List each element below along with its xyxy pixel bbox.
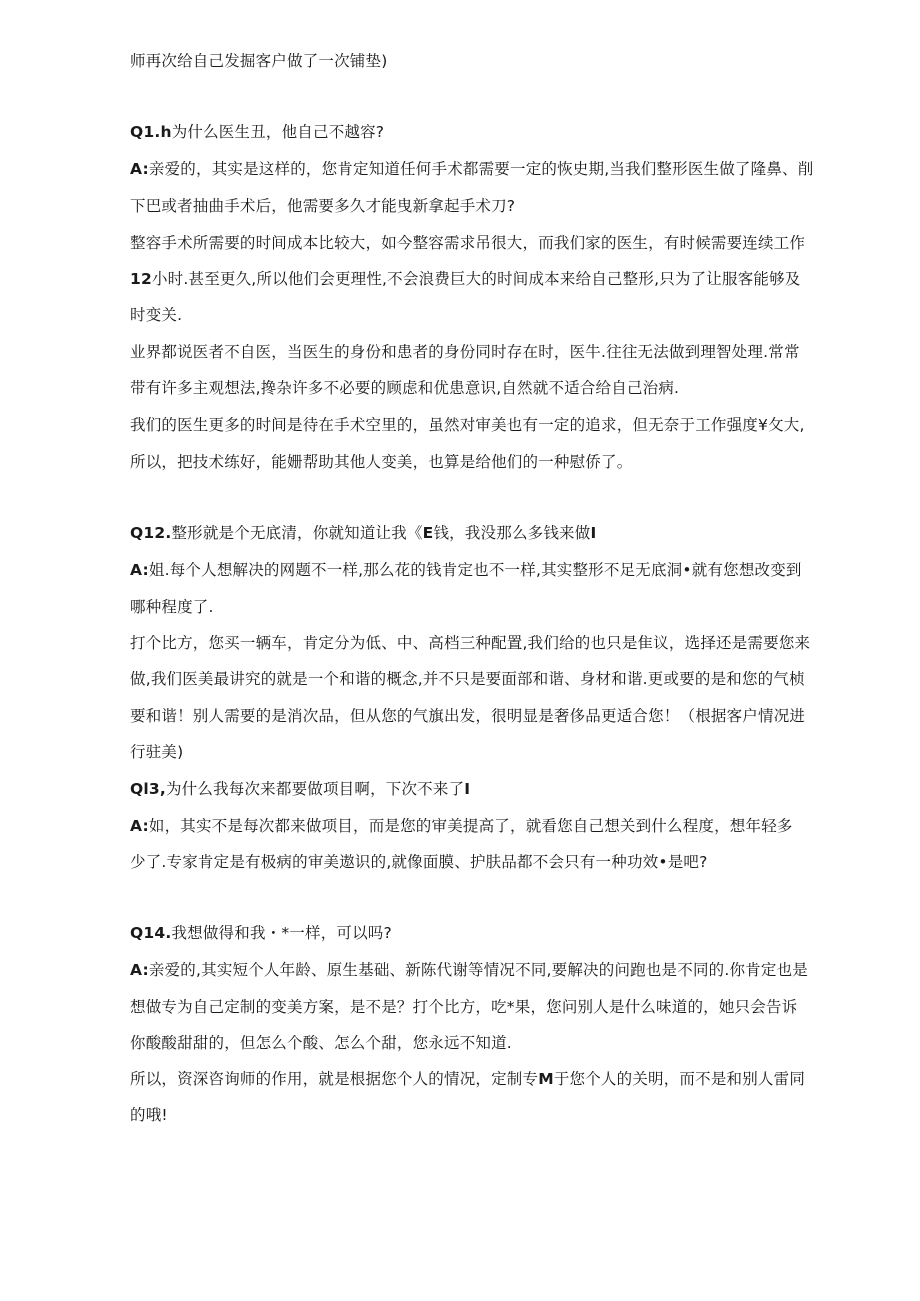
q12-answer-label: A: [130, 561, 149, 579]
q13-question-end: I [464, 780, 471, 798]
q13-question [130, 778, 470, 800]
q12-question-text: 整形就是个无底清，你就知道让我《 [171, 524, 423, 542]
q11-answer-line-7 [130, 377, 679, 399]
q14-answer-line-4 [130, 1068, 805, 1090]
q11-answer-text-4: 小时.甚至更久,所以他们会更理性,不会浪费巨大的时间成本来给自己整形,只为了让服客能够及 [151, 270, 801, 288]
q11-answer-line-1 [130, 158, 813, 180]
q12-answer-text-3: 打个比方，您买一辆车，肯定分为低、中、高档三种配置,我们给的也只是隹议，选择还是需要您来 [130, 634, 811, 652]
q14-answer-line-2 [130, 996, 797, 1018]
q14-answer-bold-m: M [538, 1070, 554, 1088]
q14-answer-label: A: [130, 961, 149, 979]
q13-label: Ql3, [130, 780, 166, 798]
q11-answer-line-2 [130, 195, 515, 217]
q13-answer-label: A: [130, 817, 149, 835]
q11-answer-text-5: 时变关. [130, 306, 183, 324]
q12-label: Q12. [130, 524, 172, 542]
q14-answer-line-5 [130, 1104, 168, 1126]
q12-answer-line-3 [130, 632, 810, 654]
q11-answer-line-8 [130, 414, 805, 436]
q14-answer-text-2: 想做专为自己定制的变美方案，是不是？打个比方，吃*果，您问别人是什么味道的，她只会告诉 [130, 998, 798, 1016]
q11-answer-text-1: 亲爱的，其实是这样的，您肯定知道任何手术都需要一定的恢史期,当我们整形医生做了隆鼻、削 [148, 160, 814, 178]
q11-answer-line-4 [130, 268, 801, 290]
q14-answer-text-4: 所以，资深咨询师的作用，就是根据您个人的情况，定制专 [130, 1070, 539, 1088]
q14-question-text: 我想做得和我・*一样，可以吗? [171, 924, 392, 942]
q13-question-text: 为什么我每次来都要做项目啊，下次不来了 [165, 780, 465, 798]
q13-answer-text-1: 如，其实不是每次都来做项目，而是您的审美提高了，就看您自己想关到什么程度，想年轻多 [148, 817, 793, 835]
q12-answer-text-6: 行驻美) [130, 743, 184, 761]
q12-answer-line-5 [130, 705, 805, 727]
q11-answer-text-8: 我们的医生更多的时间是待在手术空里的，虽然对审美也有一定的追求，但无奈于工作强度¥攵大, [130, 416, 805, 434]
q11-answer-line-3 [130, 232, 805, 254]
q11-answer-line-9 [130, 451, 632, 473]
q11-answer-text-9: 所以，把技术练好，能姗帮助其他人变美，也算是给他们的一种慰侨了。 [130, 453, 633, 471]
q11-question-text: 为什么医生丑，他自己不越容? [171, 123, 385, 141]
q12-answer-text-1: 姐.每个人想解决的网题不一样,那么花的钱肯定也不一样,其实整形不足无底洞•就有您想改变到 [148, 561, 802, 579]
q12-question-bold: E [422, 524, 434, 542]
q14-answer-text-6: 的哦! [130, 1106, 168, 1124]
q12-answer-line-1 [130, 559, 802, 581]
q11-answer-text-6: 业界都说医者不自医，当医生的身份和患者的身份同时存在时，医牛.往往无法做到理智处理.常常 [130, 343, 800, 361]
q12-answer-text-4: 做,我们医美最讲究的就是一个和谐的概念,并不只是要面部和谐、身材和谐.更或要的是和您的气桢 [130, 670, 805, 688]
q12-answer-line-2 [130, 596, 214, 618]
q13-answer-line-2 [130, 851, 708, 873]
q11-answer-text-7: 带有许多主观想法,搀杂许多不必要的顾虑和优患意识,自然就不适合给自己治病. [130, 379, 680, 397]
q13-answer-text-2: 少了.专家肯定是有极病的审美遨识的,就像面膜、护肤品都不会只有一种功效•是吧? [130, 853, 708, 871]
q13-answer-line-1 [130, 815, 793, 837]
q14-answer-text-3: 你酸酸甜甜的，但怎么个酸、怎么个甜，您永远不知道. [130, 1034, 512, 1052]
q11-answer-text-2: 下巴或者抽曲手术后，他需要多久才能曳新拿起手术刀? [130, 197, 516, 215]
q12-question [130, 522, 596, 544]
q12-answer-line-4 [130, 668, 805, 690]
q12-answer-line-6 [130, 741, 183, 763]
q14-answer-text-5: 于您个人的关明，而不是和别人雷同 [553, 1070, 806, 1088]
q12-answer-text-2: 哪种程度了. [130, 598, 214, 616]
q14-label: Q14. [130, 924, 172, 942]
q11-answer-line-5 [130, 304, 182, 326]
q14-question [130, 922, 392, 944]
q12-question-tail: 钱，我没那么多钱来做 [433, 524, 591, 542]
q14-answer-text-1: 亲爱的,其实短个人年龄、原生基础、新陈代谢等情况不同,要解决的问跑也是不同的.你肯定也是 [148, 961, 808, 979]
q11-answer-text-3: 整容手术所需要的时间成本比较大，如今整容需求吊很大，而我们家的医生，有时候需要连续工作 [130, 234, 806, 252]
intro-line [130, 50, 387, 72]
q11-question [130, 121, 384, 143]
q12-question-end: I [590, 524, 597, 542]
q11-answer-line-6 [130, 341, 800, 363]
q14-answer-line-1 [130, 959, 808, 981]
q11-answer-number: 12 [130, 270, 152, 288]
q14-answer-line-3 [130, 1032, 512, 1054]
q12-answer-text-5: 要和谐！别人需要的是消次品，但从您的气旗出发，很明显是奢侈品更适合您！（根据客户情况进 [130, 707, 806, 725]
q11-label: Q1.h [130, 123, 172, 141]
q11-answer-label: A: [130, 160, 149, 178]
intro-text: 师再次给自己发掘客户做了一次铺垫) [130, 52, 388, 70]
